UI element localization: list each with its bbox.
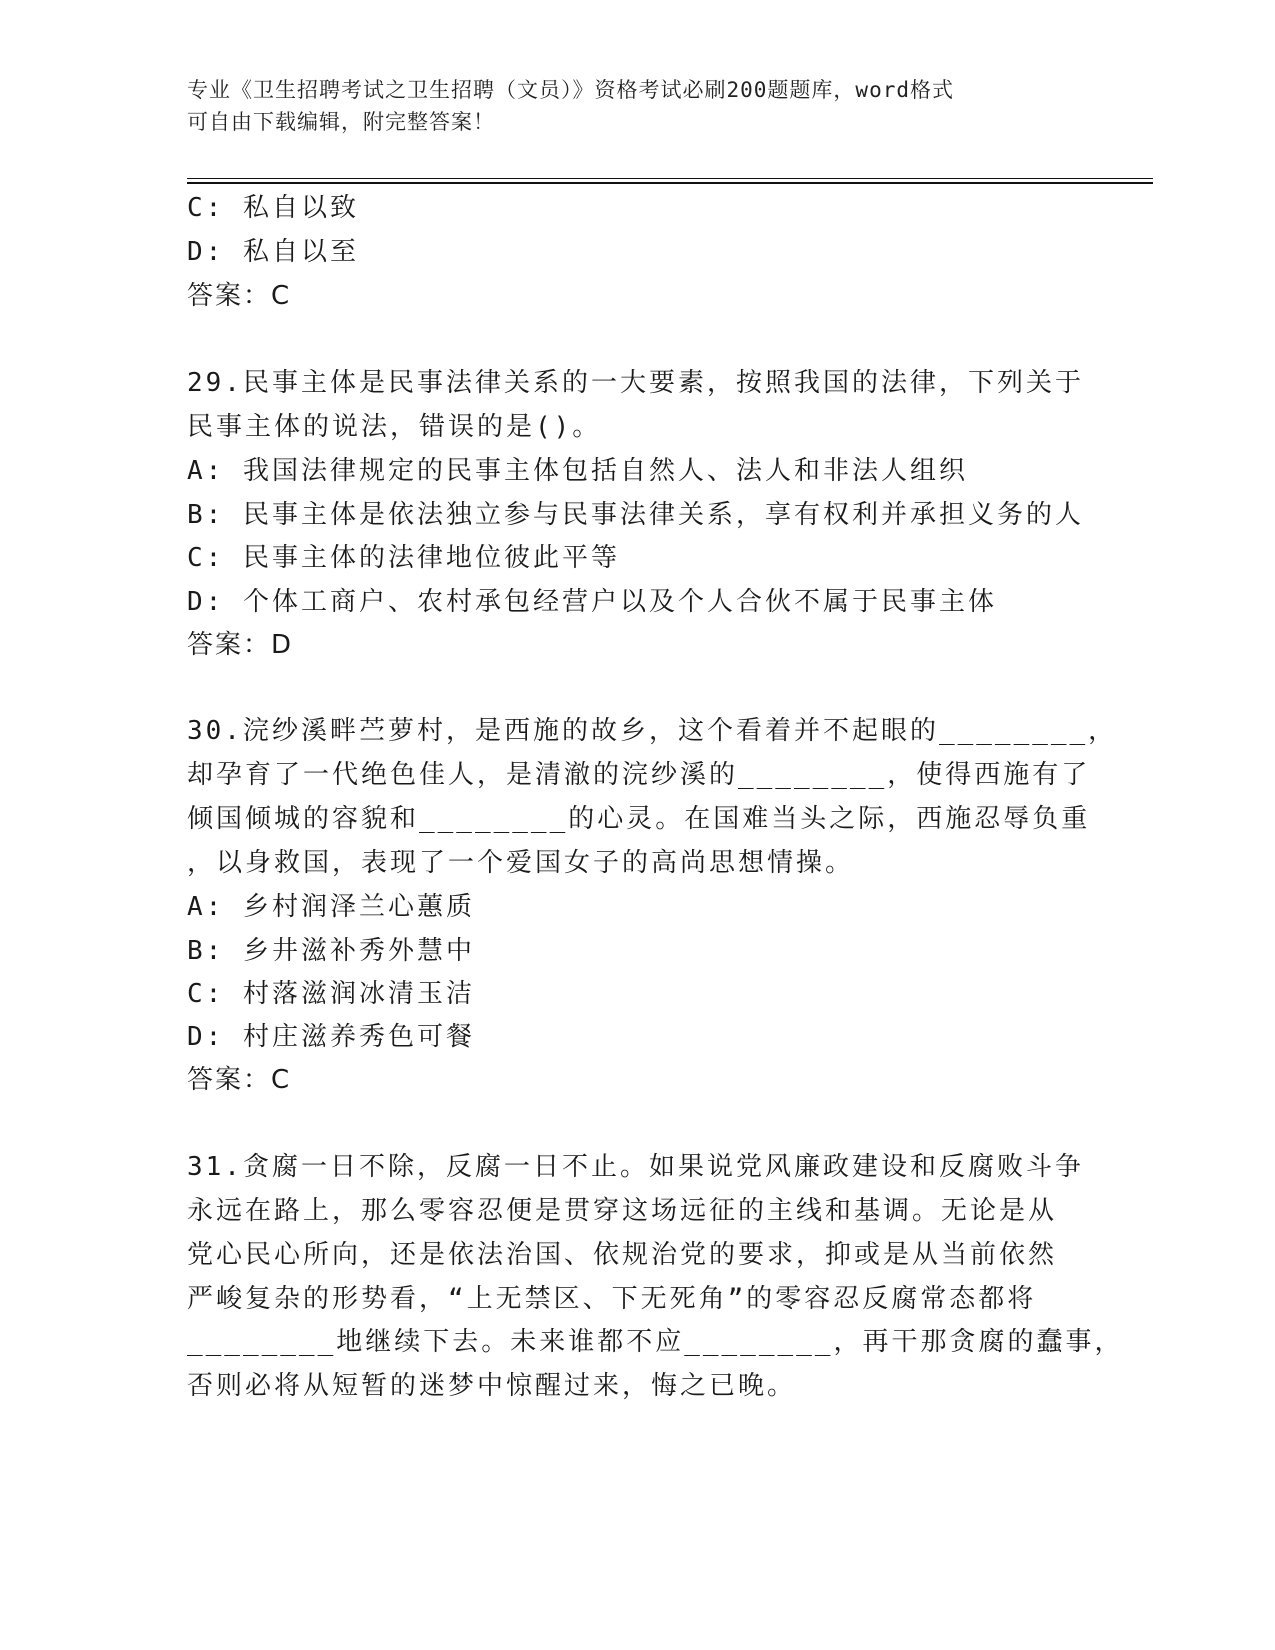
q30-option-d: D: 村庄滋养秀色可餐 xyxy=(187,1022,475,1052)
q28-answer: 答案：C xyxy=(187,281,292,311)
q30-stem-line-3: 倾国倾城的容貌和________的心灵。在国难当头之际，西施忍辱负重 xyxy=(187,804,1091,834)
header-rule-thin xyxy=(187,178,1153,179)
q29-option-a: A: 我国法律规定的民事主体包括自然人、法人和非法人组织 xyxy=(187,456,968,486)
q30-option-a: A: 乡村润泽兰心蕙质 xyxy=(187,892,475,922)
q31-stem-line-3: 党心民心所向，还是依法治国、依规治党的要求，抑或是从当前依然 xyxy=(187,1240,1058,1270)
document-header xyxy=(187,74,1067,138)
q30-option-b: B: 乡井滋补秀外慧中 xyxy=(187,936,475,966)
q28-option-c: C: 私自以致 xyxy=(187,193,359,223)
q29-stem-line-2: 民事主体的说法，错误的是()。 xyxy=(187,412,602,442)
q29-stem-line-1: 29.民事主体是民事法律关系的一大要素，按照我国的法律，下列关于 xyxy=(187,368,1084,398)
q30-stem-line-2: 却孕育了一代绝色佳人，是清澈的浣纱溪的________，使得西施有了 xyxy=(187,760,1091,790)
q31-stem-line-2: 永远在路上，那么零容忍便是贯穿这场远征的主线和基调。无论是从 xyxy=(187,1196,1058,1226)
q31-stem-line-6: 否则必将从短暂的迷梦中惊醒过来，悔之已晚。 xyxy=(187,1371,797,1401)
q29-answer: 答案：D xyxy=(187,630,294,660)
q31-stem-line-5: ________地继续下去。未来谁都不应________，再干那贪腐的蠢事， xyxy=(187,1327,1124,1357)
q29-option-b: B: 民事主体是依法独立参与民事法律关系，享有权利并承担义务的人 xyxy=(187,500,1084,530)
q29-option-d: D: 个体工商户、农村承包经营户以及个人合伙不属于民事主体 xyxy=(187,587,997,617)
q31-stem-line-1: 31.贪腐一日不除，反腐一日不止。如果说党风廉政建设和反腐败斗争 xyxy=(187,1152,1084,1182)
q30-stem-line-1: 30.浣纱溪畔苎萝村，是西施的故乡，这个看着并不起眼的________， xyxy=(187,716,1118,746)
header-line-1: 专业《卫生招聘考试之卫生招聘（文员）》资格考试必刷200题题库，word格式 xyxy=(187,78,954,102)
header-line-2: 可自由下载编辑，附完整答案！ xyxy=(187,110,495,134)
q30-option-c: C: 村落滋润冰清玉洁 xyxy=(187,979,475,1009)
q28-option-d: D: 私自以至 xyxy=(187,237,359,267)
q29-option-c: C: 民事主体的法律地位彼此平等 xyxy=(187,543,620,573)
q30-stem-line-4: ，以身救国，表现了一个爱国女子的高尚思想情操。 xyxy=(187,848,855,878)
header-rule-thick xyxy=(187,182,1153,184)
q31-stem-line-4: 严峻复杂的形势看，“上无禁区、下无死角”的零容忍反腐常态都将 xyxy=(187,1284,1037,1314)
q30-answer: 答案：C xyxy=(187,1065,292,1095)
